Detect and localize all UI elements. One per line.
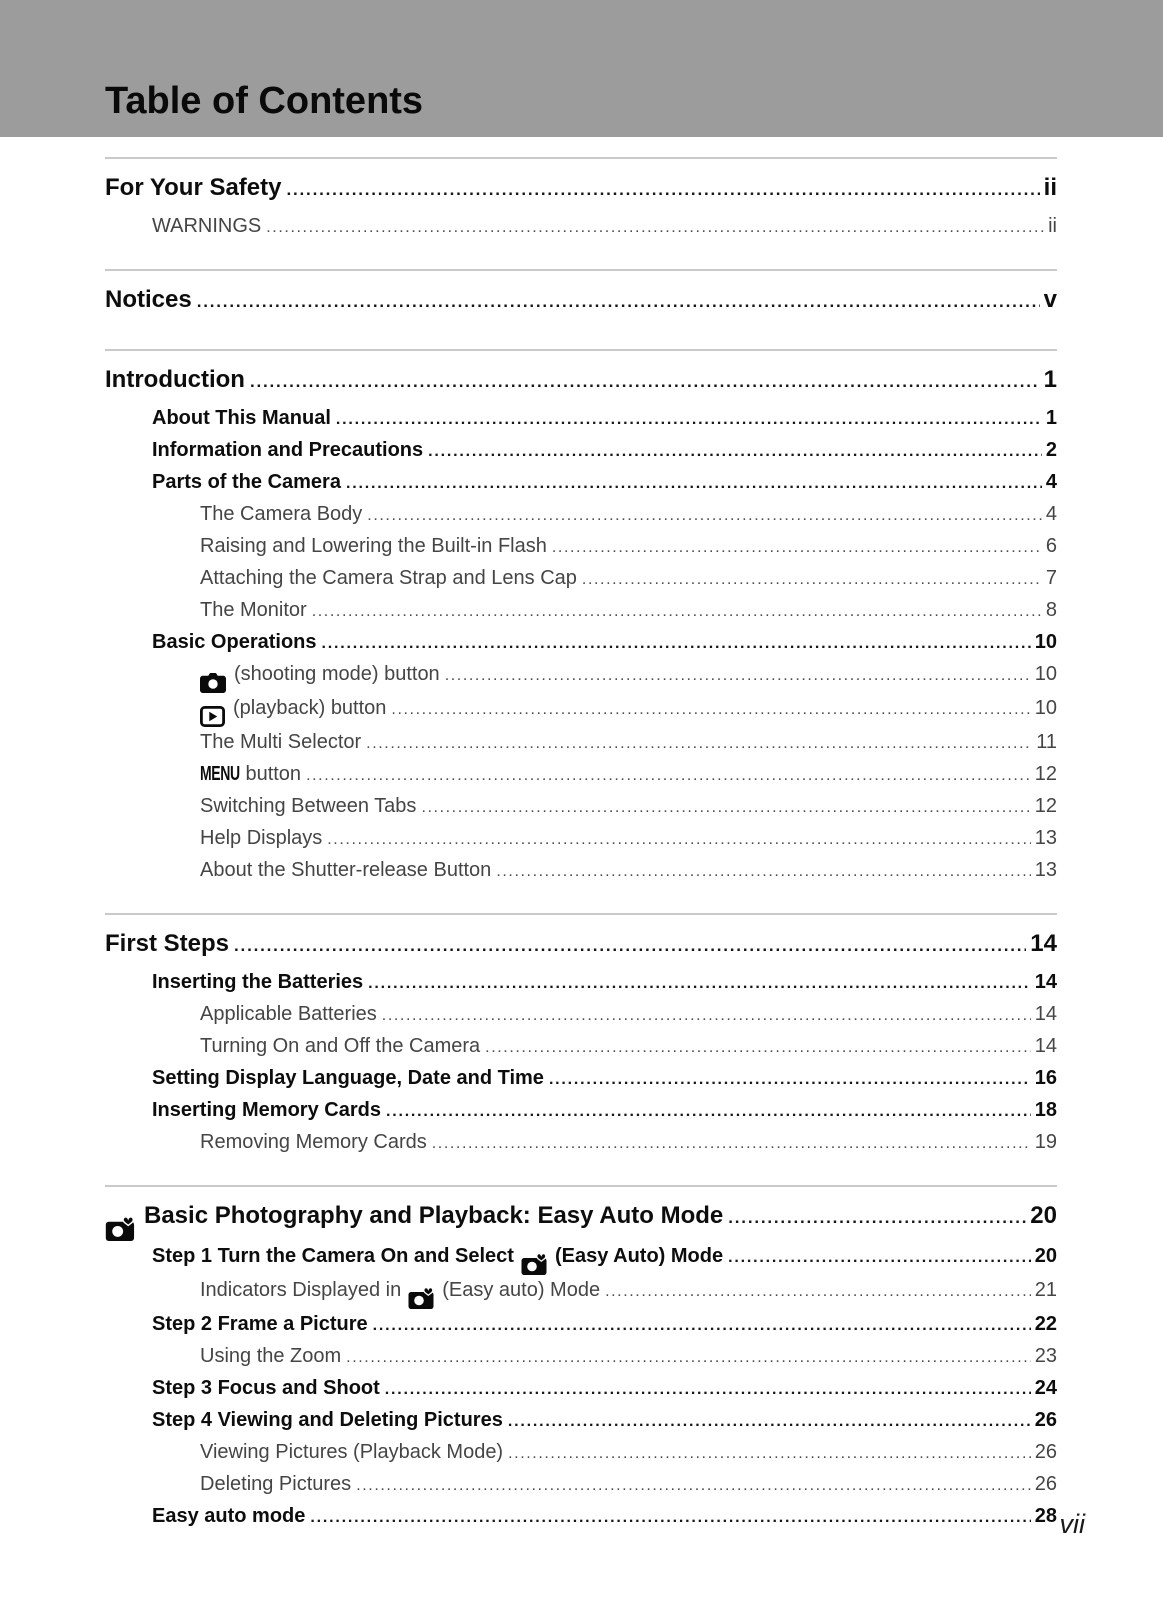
toc-entry[interactable] — [105, 855, 1057, 887]
toc-entry[interactable] — [105, 211, 1057, 243]
toc-entry[interactable] — [105, 1501, 1057, 1533]
dot-leader — [306, 759, 1031, 791]
toc-entry[interactable] — [105, 1309, 1057, 1341]
toc-entry-text: Switching Between Tabs — [200, 795, 417, 817]
folio-page-number: vii — [1059, 1509, 1085, 1539]
dot-leader — [382, 999, 1031, 1031]
dot-leader — [346, 1341, 1031, 1373]
page-number: 20 — [1030, 1202, 1057, 1229]
page-number: 14 — [1034, 971, 1057, 993]
dot-leader — [367, 499, 1042, 531]
page-number: 13 — [1034, 859, 1057, 881]
toc-entry-text: Inserting Memory Cards — [152, 1099, 381, 1121]
menu-button-label: MENU — [200, 763, 240, 785]
page-number: 2 — [1045, 439, 1057, 461]
dot-leader — [605, 1275, 1031, 1307]
dot-leader — [266, 211, 1044, 243]
dot-leader — [552, 531, 1042, 563]
page-number: 10 — [1034, 631, 1057, 653]
toc-entry-label — [200, 1275, 600, 1309]
easy-auto-icon — [105, 1199, 136, 1241]
toc-entry[interactable] — [105, 499, 1057, 531]
toc-entry-label — [152, 1405, 503, 1436]
page-header-band — [0, 0, 1163, 137]
page-number: 14 — [1034, 1035, 1057, 1057]
camera-icon — [200, 662, 226, 693]
toc-entry-label — [200, 1437, 503, 1468]
toc-entry[interactable] — [105, 531, 1057, 563]
page-number: 26 — [1034, 1441, 1057, 1463]
toc-entry-text: Introduction — [105, 366, 245, 393]
toc-entry-label — [200, 563, 577, 594]
toc-entry-text: Step 2 Frame a Picture — [152, 1313, 368, 1335]
dot-leader — [234, 923, 1026, 967]
dot-leader — [286, 167, 1039, 211]
toc-entry-label — [152, 1501, 305, 1532]
toc-entry[interactable] — [105, 659, 1057, 693]
toc-entry-label — [105, 359, 245, 401]
toc-entry[interactable] — [105, 1373, 1057, 1405]
page-number: 26 — [1034, 1473, 1057, 1495]
dot-leader — [336, 403, 1042, 435]
toc-entry-text: First Steps — [105, 930, 230, 957]
toc-entry-text: Step 3 Focus and Shoot — [152, 1377, 380, 1399]
toc-entry-label — [200, 659, 440, 693]
toc-entry-text: button — [239, 763, 302, 785]
toc-entry-label — [105, 1195, 723, 1241]
toc-entry-label — [200, 693, 386, 727]
toc-entry[interactable] — [105, 999, 1057, 1031]
toc-entry-label — [200, 855, 491, 886]
toc-entry-label — [152, 211, 261, 242]
toc-entry-label — [152, 1095, 381, 1126]
playback-icon — [200, 696, 225, 727]
toc-content — [105, 137, 1057, 1539]
toc-entry-text: Step 4 Viewing and Deleting Pictures — [152, 1409, 503, 1431]
toc-entry[interactable] — [105, 627, 1057, 659]
page-number: 1 — [1043, 366, 1057, 393]
page-number: v — [1043, 286, 1057, 313]
dot-leader — [432, 1127, 1031, 1159]
toc-entry-label — [152, 467, 341, 498]
toc-entry[interactable] — [105, 1341, 1057, 1373]
toc-entry-label — [152, 435, 423, 466]
dot-leader — [346, 467, 1042, 499]
dot-leader — [310, 1501, 1030, 1533]
toc-entry-text: Easy auto mode — [152, 1505, 306, 1527]
toc-entry-text: Notices — [105, 286, 192, 313]
page-number: 1 — [1045, 407, 1057, 429]
page-number: 11 — [1036, 731, 1057, 753]
toc-entry-text: Removing Memory Cards — [200, 1131, 427, 1153]
toc-entry-text: Parts of the Camera — [152, 471, 341, 493]
dot-leader — [428, 435, 1042, 467]
toc-entry[interactable] — [105, 967, 1057, 999]
toc-entry-label — [105, 167, 281, 209]
toc-entry[interactable] — [105, 759, 1057, 791]
dot-leader — [508, 1437, 1031, 1469]
toc-entry[interactable] — [105, 693, 1057, 727]
toc-entry-text: Help Displays — [200, 827, 323, 849]
page-number: 26 — [1034, 1409, 1057, 1431]
toc-entry-label — [152, 403, 331, 434]
toc-entry-label — [200, 1031, 480, 1062]
page-number: 10 — [1034, 663, 1057, 685]
toc-entry-label — [152, 1063, 544, 1094]
toc-entry[interactable] — [105, 1063, 1057, 1095]
toc-entry-label — [200, 1469, 351, 1500]
dot-leader — [386, 1095, 1031, 1127]
toc-entry-label — [105, 279, 192, 321]
page-number: ii — [1048, 215, 1057, 237]
toc-entry[interactable] — [105, 467, 1057, 499]
page-number: 4 — [1045, 503, 1057, 525]
toc-entry[interactable] — [105, 1241, 1057, 1275]
toc-entry-text: The Camera Body — [200, 503, 363, 525]
toc-entry-text: Applicable Batteries — [200, 1003, 377, 1025]
toc-section — [105, 269, 1057, 329]
dot-leader — [728, 1195, 1026, 1239]
toc-entry-text: Basic Photography and Playback: Easy Auto Mode — [144, 1202, 724, 1229]
toc-entry-label — [200, 595, 307, 626]
page-number: 28 — [1034, 1505, 1057, 1527]
dot-leader — [549, 1063, 1031, 1095]
page-number: 16 — [1034, 1067, 1057, 1089]
toc-entry[interactable] — [105, 1469, 1057, 1501]
toc-entry[interactable] — [105, 279, 1057, 323]
toc-entry-text: Inserting the Batteries — [152, 971, 364, 993]
toc-entry[interactable] — [105, 1127, 1057, 1159]
toc-entry[interactable] — [105, 791, 1057, 823]
toc-entry[interactable] — [105, 1275, 1057, 1309]
toc-entry-label — [200, 791, 416, 822]
easy-auto-icon — [408, 1278, 435, 1309]
easy-auto-icon — [521, 1244, 548, 1275]
toc-entry-label — [152, 1241, 723, 1275]
toc-entry-text: About This Manual — [152, 407, 331, 429]
toc-entry-text: (playback) button — [233, 697, 387, 719]
toc-entry[interactable] — [105, 727, 1057, 759]
toc-entry-label — [200, 1127, 427, 1158]
page-number: 22 — [1034, 1313, 1057, 1335]
page-number: 6 — [1045, 535, 1057, 557]
toc-entry-label — [200, 727, 361, 758]
toc-entry[interactable] — [105, 923, 1057, 967]
toc-entry[interactable] — [105, 1405, 1057, 1437]
toc-entry-text: (Easy Auto) Mode — [554, 1245, 724, 1267]
toc-section — [105, 157, 1057, 249]
toc-entry-text: The Monitor — [200, 599, 307, 621]
page-number: 8 — [1045, 599, 1057, 621]
toc-entry-label — [200, 499, 362, 530]
toc-entry-text: For Your Safety — [105, 174, 282, 201]
dot-leader — [366, 727, 1032, 759]
dot-leader — [368, 967, 1031, 999]
dot-leader — [508, 1405, 1031, 1437]
page-number: 19 — [1034, 1131, 1057, 1153]
page-number: 7 — [1045, 567, 1057, 589]
dot-leader — [728, 1241, 1031, 1273]
toc-entry-text: WARNINGS — [152, 215, 262, 237]
toc-entry-label — [200, 759, 301, 790]
page-number: 14 — [1034, 1003, 1057, 1025]
page-number: 14 — [1030, 930, 1057, 957]
dot-leader — [421, 791, 1030, 823]
toc-section — [105, 1185, 1057, 1539]
toc-entry[interactable] — [105, 563, 1057, 595]
page-number: 18 — [1034, 1099, 1057, 1121]
page-number: 10 — [1034, 697, 1057, 719]
toc-section — [105, 913, 1057, 1165]
dot-leader — [327, 823, 1030, 855]
toc-entry-text: Turning On and Off the Camera — [200, 1035, 481, 1057]
page-title: Table of Contents — [105, 80, 424, 122]
toc-entry-text: Viewing Pictures (Playback Mode) — [200, 1441, 504, 1463]
toc-entry[interactable] — [105, 1031, 1057, 1063]
dot-leader — [197, 279, 1040, 323]
dot-leader — [385, 1373, 1031, 1405]
toc-entry-text: About the Shutter-release Button — [200, 859, 492, 881]
toc-entry[interactable] — [105, 1095, 1057, 1127]
dot-leader — [250, 359, 1040, 403]
toc-entry-label — [152, 627, 317, 658]
toc-entry[interactable] — [105, 167, 1057, 211]
toc-entry-text: Using the Zoom — [200, 1345, 342, 1367]
dot-leader — [312, 595, 1042, 627]
toc-entry-label — [105, 923, 229, 965]
page-number: 20 — [1034, 1245, 1057, 1267]
toc-entry-text: The Multi Selector — [200, 731, 362, 753]
dot-leader — [496, 855, 1030, 887]
toc-entry-text: (Easy auto) Mode — [442, 1279, 601, 1301]
toc-entry-text: Information and Precautions — [152, 439, 424, 461]
page-number: 13 — [1034, 827, 1057, 849]
toc-entry[interactable] — [105, 359, 1057, 403]
toc-entry[interactable] — [105, 403, 1057, 435]
page-number: 24 — [1034, 1377, 1057, 1399]
page-footer — [1060, 1509, 1086, 1540]
toc-section — [105, 349, 1057, 893]
toc-entry-text: Deleting Pictures — [200, 1473, 352, 1495]
toc-entry-label — [152, 1309, 368, 1340]
dot-leader — [445, 659, 1031, 691]
toc-entry[interactable] — [105, 1437, 1057, 1469]
dot-leader — [373, 1309, 1031, 1341]
page-number: 12 — [1034, 763, 1057, 785]
toc-entry-text: Step 1 Turn the Camera On and Select — [152, 1245, 514, 1267]
page-number: 4 — [1045, 471, 1057, 493]
dot-leader — [322, 627, 1031, 659]
toc-entry-text: Basic Operations — [152, 631, 317, 653]
page-number: 23 — [1034, 1345, 1057, 1367]
page-number: ii — [1043, 174, 1057, 201]
toc-entry-text: Attaching the Camera Strap and Lens Cap — [200, 567, 577, 589]
toc-entry-label — [152, 1373, 380, 1404]
toc-entry-label — [200, 999, 377, 1030]
toc-entry[interactable] — [105, 595, 1057, 627]
toc-entry[interactable] — [105, 435, 1057, 467]
dot-leader — [582, 563, 1042, 595]
toc-entry[interactable] — [105, 1195, 1057, 1241]
toc-entry-text: Indicators Displayed in — [200, 1279, 402, 1301]
dot-leader — [356, 1469, 1031, 1501]
toc-entry-label — [152, 967, 363, 998]
dot-leader — [391, 693, 1030, 725]
page-number: 21 — [1034, 1279, 1057, 1301]
toc-entry-text: (shooting mode) button — [234, 663, 440, 685]
toc-entry-text: Setting Display Language, Date and Time — [152, 1067, 544, 1089]
dot-leader — [485, 1031, 1031, 1063]
page-number: 12 — [1034, 795, 1057, 817]
toc-entry[interactable] — [105, 823, 1057, 855]
toc-entry-label — [200, 1341, 341, 1372]
toc-entry-label — [200, 531, 547, 562]
toc-entry-label — [200, 823, 322, 854]
toc-entry-text: Raising and Lowering the Built-in Flash — [200, 535, 547, 557]
